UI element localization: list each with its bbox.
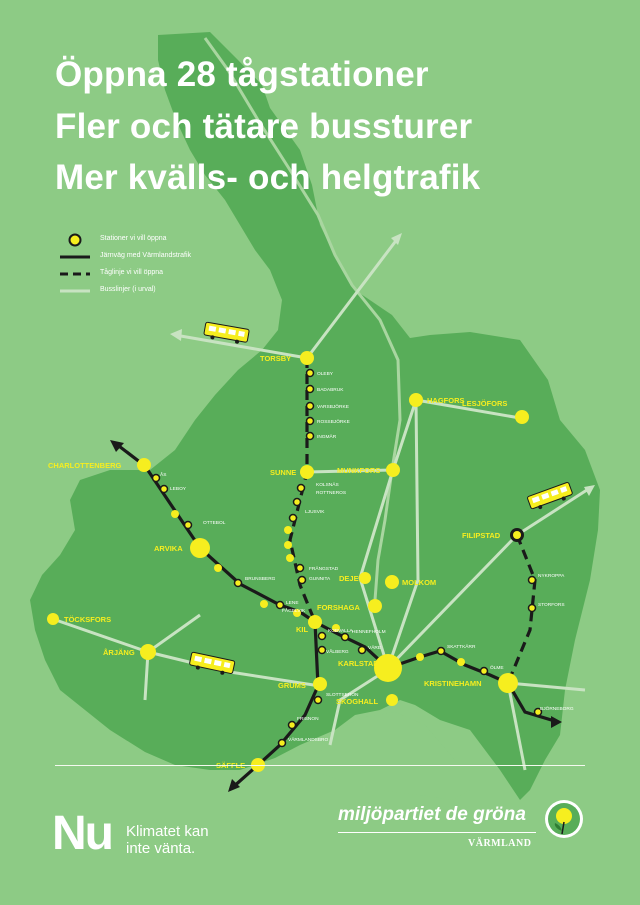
stop-label: BRUNSBERG (245, 577, 276, 582)
label-skoghall: SKOGHALL (336, 697, 379, 706)
bus-line-icon (60, 284, 90, 298)
station-grums (313, 677, 327, 691)
label-molkom: MOLKOM (402, 578, 437, 587)
slogan (126, 823, 209, 857)
station-filipstad-center (513, 531, 521, 539)
slogan-line-1: Klimatet kan (126, 823, 209, 840)
station-marker-icon (60, 233, 90, 247)
footer-divider (55, 765, 585, 766)
party-region: VÄRMLAND (468, 838, 532, 849)
stop-label: ROSSBJÖRKE (317, 420, 350, 425)
stop-label: OLEBY (317, 372, 333, 377)
stop-label: VÄRE (368, 646, 382, 651)
station-lesjofors (515, 410, 529, 424)
label-karlstad: KARLSTAD (338, 659, 379, 668)
stop-label: FRISNON (297, 717, 319, 722)
station-molkom (385, 575, 399, 589)
station-tocksfors (47, 613, 59, 625)
headline-3: Mer kvälls- och helgtrafik (55, 158, 481, 197)
stop-label: FÅGELVIK (282, 609, 306, 614)
station-hagfors (409, 393, 423, 407)
party-name: miljöpartiet de gröna (338, 804, 526, 825)
dashed-line-icon (60, 267, 90, 281)
label-arjang: ÅRJÄNG (103, 648, 135, 657)
stop-label: VÄRMLANDSBRO (288, 738, 329, 743)
stop-label: HENNEFHOLM (352, 630, 386, 635)
stop-label: STORFORS (538, 603, 565, 608)
slogan-line-2: inte vänta. (126, 840, 196, 857)
stop-label: FRÄNGSTAD (309, 567, 339, 572)
station-sunne (300, 465, 314, 479)
legend-label: Busslinjer (i urval) (100, 286, 156, 293)
station-kristinehamn (498, 673, 518, 693)
station-arjang (140, 644, 156, 660)
stop-label: LENE (286, 601, 299, 606)
stop-label: LJUSVIK (305, 510, 325, 515)
label-munkfors: MUNKFORS (337, 466, 381, 475)
station-munkfors (386, 463, 400, 477)
stop-label: ÖLME (490, 666, 504, 671)
stop-label: ROTTNEROS (316, 491, 347, 496)
label-lesjofors: LESJÖFORS (462, 399, 508, 408)
legend-label: Tåglinje vi vill öppna (100, 269, 164, 276)
headline-2: Fler och tätare bussturer (55, 107, 473, 146)
headline-1: Öppna 28 tågstationer (55, 55, 429, 94)
label-torsby: TORSBY (260, 354, 292, 363)
stop-label: GUNNITA (309, 577, 331, 582)
label-sunne: SUNNE (270, 468, 297, 477)
label-kristinehamn: KRISTINEHAMN (424, 679, 482, 688)
station-forshaga (368, 599, 382, 613)
station-charlottenberg (137, 458, 151, 472)
station-kil (308, 615, 322, 629)
station-arvika (190, 538, 210, 558)
stop-label: KOLSNÄS (316, 483, 339, 488)
station-torsby (300, 351, 314, 365)
stop-label: OTTEBOL (203, 521, 226, 526)
label-arvika: ARVIKA (154, 544, 183, 553)
label-kil: KIL (296, 625, 309, 634)
dandelion-logo-icon (540, 798, 588, 840)
brand-nu: Nu (52, 807, 112, 860)
railway-line-icon (60, 250, 90, 264)
stop-label: NYKROPPA (538, 574, 565, 579)
stop-label: LEBOY (170, 487, 186, 492)
label-charlottenberg: CHARLOTTENBERG (48, 461, 122, 470)
party-underline (338, 832, 536, 833)
station-deje (359, 572, 371, 584)
stop-label: INGMÄR (317, 435, 337, 440)
legend-label: Stationer vi vill öppna (100, 235, 167, 242)
legend-label: Järnväg med Värmlandstrafik (100, 252, 192, 259)
station-skoghall (386, 694, 398, 706)
label-filipstad: FILIPSTAD (462, 531, 501, 540)
stop-label: SKATTKÄRR (447, 645, 476, 650)
stop-label: SLOTTSBRON (326, 693, 359, 698)
label-deje: DEJE (339, 574, 359, 583)
stop-label: ÅS (160, 473, 167, 478)
stop-label: BADABRUK (317, 388, 344, 393)
label-forshaga: FORSHAGA (317, 603, 360, 612)
label-hagfors: HAGFORS (427, 396, 465, 405)
label-grums: GRUMS (278, 681, 306, 690)
stop-label: KOBVALLA (328, 629, 353, 634)
stop-label: BJÖRNEBORG (540, 707, 574, 712)
stop-label: VARSBJÖRKE (317, 405, 349, 410)
label-tocksfors: TÖCKSFORS (64, 615, 112, 624)
stop-label: VÅLBERG (326, 650, 349, 655)
